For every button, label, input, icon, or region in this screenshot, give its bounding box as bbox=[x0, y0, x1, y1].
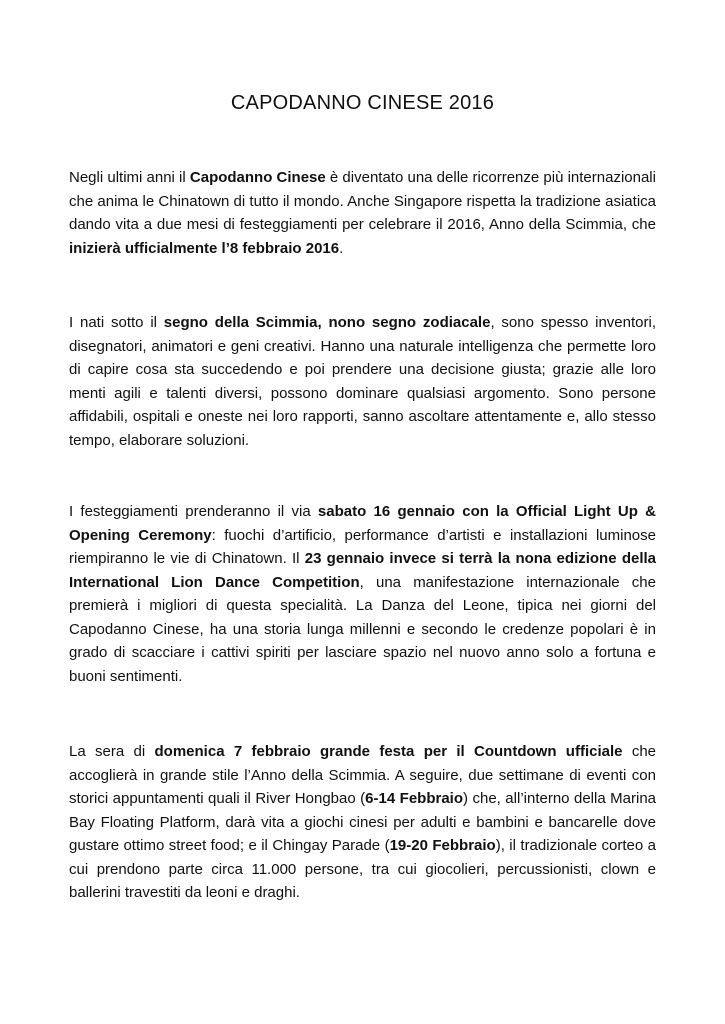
bold-text: sabato 16 gennaio con la Official Light Up & Opening Ceremony bbox=[69, 503, 656, 544]
page-title: CAPODANNO CINESE 2016 bbox=[230, 92, 495, 114]
bold-text: Capodanno Cinese bbox=[189, 169, 326, 186]
paragraph-intro bbox=[69, 166, 656, 260]
text-run: è diventato una delle ricorrenze più internazionali che anima le Chinatown di tutto il mondo. Anche Singapore rispetta la tradizione asiatica dando vita a due mesi di festeggiamenti per celebrare il 2016, Anno della Scimmia, che bbox=[69, 169, 656, 233]
paragraph-countdown bbox=[69, 740, 656, 905]
text-run: . bbox=[339, 239, 344, 257]
text-run: che accoglierà in grande stile l’Anno della Scimmia. A seguire, due settimane di eventi con storici appuntamenti quali il River Hongbao ( bbox=[69, 743, 657, 807]
text-run: I nati sotto il bbox=[69, 314, 164, 331]
text-run: : fuochi d’artificio, performance d’artisti e installazioni luminose riempiranno le vie di Chinatown. Il bbox=[69, 526, 656, 567]
paragraph-monkey-sign bbox=[69, 311, 656, 452]
bold-text: domenica 7 febbraio grande festa per il Countdown ufficiale bbox=[154, 743, 623, 760]
bold-text: segno della Scimmia, nono segno zodiacale bbox=[163, 314, 491, 331]
text-run: , sono spesso inventori, disegnatori, animatori e geni creativi. Hanno una naturale intelligenza che permette loro di capire cosa sta succedendo e poi prendere una decisione giusta; grazie alle loro menti agili e talenti diversi, possono dominare qualsiasi argomento. Sono persone affidabili, ospitali e oneste nei loro rapporti, sanno ascoltare attentamente e, allo stesso tempo, elaborare soluzioni. bbox=[69, 314, 656, 449]
bold-text: 23 gennaio invece si terrà la nona edizione della International Lion Dance Competition bbox=[69, 550, 656, 591]
bold-text: 19-20 Febbraio bbox=[389, 837, 496, 854]
paragraph-celebrations bbox=[69, 500, 656, 688]
text-run: I festeggiamenti prenderanno il via bbox=[69, 503, 318, 520]
text-run: Negli ultimi anni il bbox=[69, 169, 190, 186]
text-run: ) che, all’interno della Marina Bay Floating Platform, darà vita a giochi cinesi per adulti e bambini e bancarelle dove gustare ottimo street food; e il Chingay Parade ( bbox=[69, 790, 657, 854]
text-run: ), il tradizionale corteo a cui prendono parte circa 11.000 persone, tra cui giocolieri, percussionisti, clown e ballerini travestiti da leoni e draghi. bbox=[69, 837, 656, 901]
text-run: La sera di bbox=[69, 743, 155, 760]
bold-text: 6-14 Febbraio bbox=[365, 790, 464, 807]
text-run: , una manifestazione internazionale che premierà i migliori di questa specialità. La Danza del Leone, tipica nei giorni del Capodanno Cinese, ha una storia lunga millenni e secondo le credenze popolari è in grado di scacciare i cattivi spiriti per lasciare spazio nel nuovo anno solo a fortuna e buoni sentimenti. bbox=[69, 573, 656, 685]
bold-text: inizierà ufficialmente l’8 febbraio 2016 bbox=[69, 239, 340, 257]
